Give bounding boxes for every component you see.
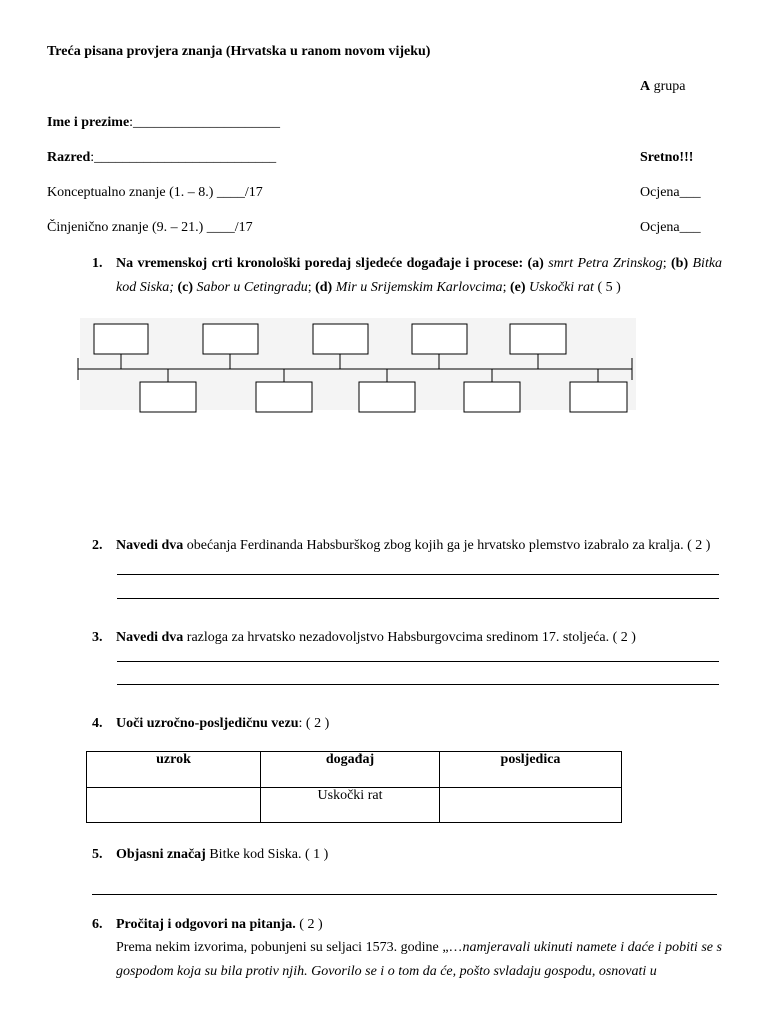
timeline-box-bottom-2[interactable]	[256, 382, 312, 412]
timeline-box-bottom-3[interactable]	[359, 382, 415, 412]
grade-2: Ocjena___	[640, 220, 701, 235]
name-field[interactable]: Ime i prezime:_____________________	[47, 115, 281, 130]
group-label: A grupa	[640, 79, 686, 94]
q1-number: 1.	[92, 256, 103, 271]
q2-number: 2.	[92, 538, 103, 553]
q2-answer-line-1[interactable]	[117, 574, 719, 575]
q6-number: 6.	[92, 917, 103, 932]
q6-text: Pročitaj i odgovori na pitanja. ( 2 )	[116, 917, 323, 932]
timeline-box-top-5[interactable]	[510, 324, 566, 354]
timeline	[0, 0, 768, 430]
q2-text: Navedi dva obećanja Ferdinanda Habsburškog zbog kojih ga je hrvatsko plemstvo izabralo za kralja. ( 2 )	[116, 538, 711, 553]
timeline-box-top-2[interactable]	[203, 324, 258, 354]
timeline-box-top-4[interactable]	[412, 324, 467, 354]
table-cell-cause[interactable]	[87, 788, 261, 823]
factual-score: Činjenično znanje (9. – 21.) ____/17	[47, 220, 253, 235]
q6-source-paragraph: Prema nekim izvorima, pobunjeni su seljaci 1573. godine „…namjeravali ukinuti namete i daće i pobiti se s gospodom koja su bila protiv njih. Govorilo se i o tom da će, pošto svladaju gospodu, osnovati u	[116, 940, 722, 979]
grade-1: Ocjena___	[640, 185, 701, 200]
timeline-box-bottom-1[interactable]	[140, 382, 196, 412]
class-field[interactable]: Razred:__________________________	[47, 150, 277, 165]
q5-number: 5.	[92, 847, 103, 862]
timeline-box-top-1[interactable]	[94, 324, 148, 354]
good-luck-text: Sretno!!!	[640, 150, 694, 165]
timeline-box-bottom-4[interactable]	[464, 382, 520, 412]
cause-effect-table	[86, 751, 622, 823]
q2-answer-line-2[interactable]	[117, 598, 719, 599]
q1-text: Na vremenskoj crti kronološki poredaj sljedeće događaje i procese: (a) smrt Petra Zrinskog; (b) Bitka kod Siska; (c) Sabor u Cetingradu; (d) Mir u Srijemskim Karlovcima; (e) Uskočki rat ( 5 )	[116, 256, 723, 295]
timeline-box-bottom-5[interactable]	[570, 382, 627, 412]
q4-text: Uoči uzročno-posljedičnu vezu: ( 2 )	[116, 716, 330, 731]
conceptual-score: Konceptualno znanje (1. – 8.) ____/17	[47, 185, 263, 200]
table-header-cause: uzrok	[87, 752, 261, 788]
q3-answer-line-2[interactable]	[117, 684, 719, 685]
q3-answer-line-1[interactable]	[117, 661, 719, 662]
q3-number: 3.	[92, 630, 103, 645]
table-cell-event: Uskočki rat	[261, 788, 440, 823]
q5-text: Objasni značaj Bitke kod Siska. ( 1 )	[116, 847, 329, 862]
q5-answer-line[interactable]	[92, 894, 717, 895]
q3-text: Navedi dva razloga za hrvatsko nezadovoljstvo Habsburgovcima sredinom 17. stoljeća. ( 2 )	[116, 630, 636, 645]
timeline-box-top-3[interactable]	[313, 324, 368, 354]
table-header-consequence: posljedica	[440, 752, 622, 788]
table-header-event: događaj	[261, 752, 440, 788]
table-cell-consequence[interactable]	[440, 788, 622, 823]
q4-number: 4.	[92, 716, 103, 731]
page-title: Treća pisana provjera znanja (Hrvatska u ranom novom vijeku)	[47, 44, 431, 59]
